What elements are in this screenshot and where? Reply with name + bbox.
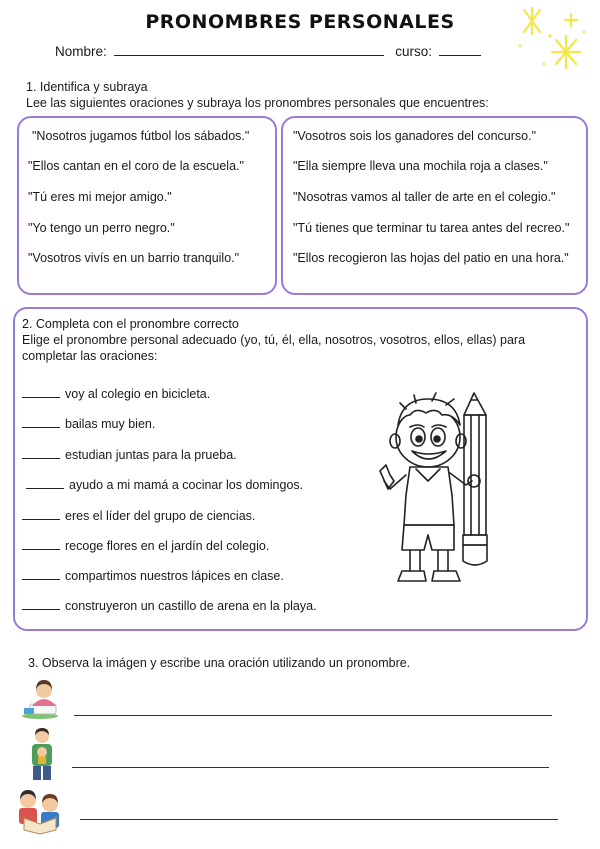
fill-item: compartimos nuestros lápices en clase. — [22, 569, 284, 583]
answer-blank[interactable] — [22, 449, 60, 459]
answer-blank[interactable] — [22, 540, 60, 550]
fill-item: voy al colegio en bicicleta. — [22, 387, 210, 401]
sentence: "Ella siempre lleva una mochila roja a clases." — [293, 159, 548, 173]
answer-blank[interactable] — [22, 510, 60, 520]
fill-item: construyeron un castillo de arena en la playa. — [22, 599, 317, 613]
course-field[interactable] — [439, 44, 481, 56]
fill-item: estudian juntas para la prueba. — [22, 448, 237, 462]
answer-blank[interactable] — [22, 418, 60, 428]
answer-blank[interactable] — [22, 600, 60, 610]
section2-instruction-cont: completar las oraciones: — [22, 349, 158, 363]
answer-line[interactable] — [74, 715, 552, 716]
name-label: Nombre: — [55, 44, 107, 59]
section1-right-box — [281, 116, 588, 295]
section1-heading: 1. Identifica y subraya — [26, 80, 148, 94]
girl-drawing-picture — [20, 676, 70, 720]
fill-item: bailas muy bien. — [22, 417, 155, 431]
sentence: "Yo tengo un perro negro." — [28, 221, 175, 235]
course-label: curso: — [395, 44, 433, 59]
student-info-row — [55, 44, 481, 59]
sentence: "Tú eres mi mejor amigo." — [28, 190, 172, 204]
sentence: "Ellos recogieron las hojas del patio en una hora." — [293, 251, 569, 265]
section2-heading: 2. Completa con el pronombre correcto — [22, 317, 239, 331]
sentence: "Nosotros jugamos fútbol los sábados." — [32, 129, 250, 143]
sparkles-decoration — [510, 6, 590, 72]
answer-blank[interactable] — [26, 479, 64, 489]
section3-heading: 3. Observa la imágen y escribe una oración utilizando un pronombre. — [28, 656, 411, 670]
fill-item: eres el líder del grupo de ciencias. — [22, 509, 255, 523]
sentence: "Nosotras vamos al taller de arte en el colegio." — [293, 190, 556, 204]
answer-blank[interactable] — [22, 570, 60, 580]
man-with-child-picture — [24, 726, 60, 782]
answer-line[interactable] — [80, 819, 558, 820]
two-kids-reading-picture — [14, 788, 68, 836]
section1-left-box — [17, 116, 277, 295]
fill-item: ayudo a mi mamá a cocinar los domingos. — [26, 478, 303, 492]
section2-instruction: Elige el pronombre personal adecuado (yo, tú, él, ella, nosotros, vosotros, ellos, ellas) para — [22, 333, 526, 347]
sentence: "Vosotros sois los ganadores del concurso." — [293, 129, 537, 143]
section1-instruction: Lee las siguientes oraciones y subraya los pronombres personales que encuentres: — [26, 96, 489, 110]
fill-item: recoge flores en el jardín del colegio. — [22, 539, 269, 553]
name-field[interactable] — [114, 44, 384, 56]
sentence: "Vosotros vivís en un barrio tranquilo." — [28, 251, 240, 265]
sentence: "Tú tienes que terminar tu tarea antes del recreo." — [293, 221, 570, 235]
sentence: "Ellos cantan en el coro de la escuela." — [28, 159, 244, 173]
boy-with-pencil-illustration — [376, 385, 512, 590]
page-title: PRONOMBRES PERSONALES — [145, 11, 455, 33]
answer-line[interactable] — [72, 767, 549, 768]
answer-blank[interactable] — [22, 388, 60, 398]
